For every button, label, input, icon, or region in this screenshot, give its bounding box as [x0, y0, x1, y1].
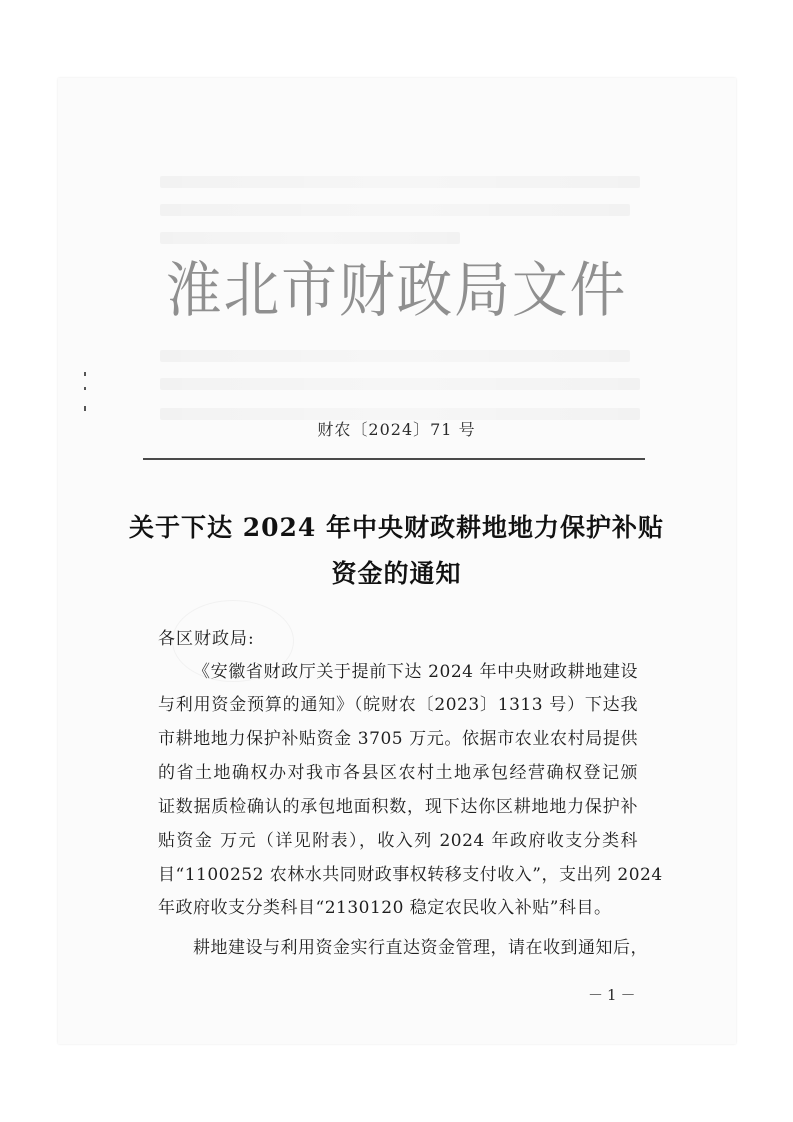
- document-title-line-2: 资金的通知: [331, 559, 462, 588]
- show-through-text: [160, 350, 630, 362]
- body-text-line: 年政府收支分类科目“2130120 稳定农民收入补贴”科目。: [158, 898, 612, 918]
- document-masthead: 淮北市财政局文件: [165, 256, 628, 326]
- body-text-line: 目“1100252 农林水共同财政事权转移支付收入”，支出列 2024: [158, 865, 663, 885]
- show-through-text: [160, 378, 640, 390]
- page-number: －1－: [588, 986, 640, 1004]
- document-number: 财农〔2024〕71 号: [317, 420, 476, 439]
- salutation: 各区财政局:: [158, 629, 255, 649]
- binding-mark: [84, 387, 86, 390]
- show-through-text: [160, 232, 460, 244]
- body-text-line: 的省土地确权办对我市各县区农村土地承包经营确权登记颁: [158, 763, 638, 783]
- binding-mark: [84, 406, 86, 411]
- body-text-line: 市耕地地力保护补贴资金 3705 万元。依据市农业农村局提供: [158, 729, 638, 749]
- show-through-text: [160, 204, 630, 216]
- document-title-line-1: 关于下达 2024 年中央财政耕地地力保护补贴: [129, 513, 664, 542]
- header-divider: [143, 458, 645, 460]
- body-text-line: 贴资金 万元（详见附表），收入列 2024 年政府收支分类科: [158, 831, 638, 851]
- binding-mark: [84, 372, 86, 376]
- body-text-line: 《安徽省财政厅关于提前下达 2024 年中央财政耕地建设: [193, 662, 638, 682]
- body-text-line: 证数据质检确认的承包地面积数，现下达你区耕地地力保护补: [158, 797, 638, 817]
- body-text-line: 耕地建设与利用资金实行直达资金管理，请在收到通知后，: [193, 938, 648, 958]
- body-text-line: 与利用资金预算的通知》（皖财农〔2023〕1313 号）下达我: [158, 695, 638, 715]
- show-through-text: [160, 176, 640, 188]
